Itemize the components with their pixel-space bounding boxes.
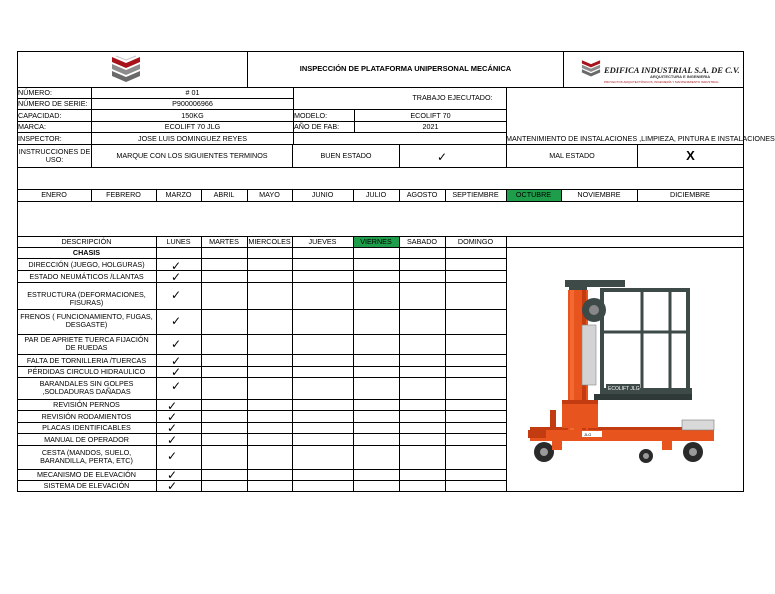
logo-left xyxy=(106,54,146,84)
month-febrero: FEBRERO xyxy=(106,190,141,199)
item-label: REVISIÓN PERNOS xyxy=(53,400,120,409)
col-jueves: JUEVES xyxy=(308,237,337,246)
item-label: ESTADO NEUMÁTICOS /LLANTAS xyxy=(29,272,144,281)
check-icon: ✓ xyxy=(167,410,178,424)
month-octubre: OCTUBRE xyxy=(515,190,552,199)
capacidad-value: 150KG xyxy=(181,111,204,120)
check-icon: ✓ xyxy=(171,365,182,379)
modelo-value: ECOLIFT 70 xyxy=(410,111,451,120)
col-lunes: LUNES xyxy=(166,237,191,246)
check-icon: ✓ xyxy=(171,379,182,393)
month-mayo: MAYO xyxy=(259,190,280,199)
serie-value: P900006966 xyxy=(172,99,213,108)
item-label: PAR DE APRIETE TUERCA FIJACIÓN DE RUEDAS xyxy=(24,335,149,352)
col-sabado: SABADO xyxy=(407,237,437,246)
month-marzo: MARZO xyxy=(165,190,192,199)
col-viernes: VIERNES xyxy=(360,237,392,246)
check-icon: ✓ xyxy=(167,449,178,463)
anio-value: 2021 xyxy=(422,122,439,131)
month-agosto: AGOSTO xyxy=(406,190,438,199)
instructions-text: MARQUE CON LOS SIGUIENTES TERMINOS xyxy=(116,151,268,160)
col-descripcion: DESCRIPCIÓN xyxy=(61,237,112,246)
inspector-label: INSPECTOR: xyxy=(18,134,62,143)
marca-value: ECOLIFT 70 JLG xyxy=(164,122,221,131)
equipment-photo xyxy=(522,270,722,470)
item-label: MECANISMO DE ELEVACIÓN xyxy=(37,470,136,479)
instructions-label: INSTRUCCIONES DE USO: xyxy=(18,147,91,164)
check-icon: ✓ xyxy=(167,468,178,482)
check-icon: ✓ xyxy=(171,314,182,328)
check-icon: ✓ xyxy=(171,288,182,302)
item-label: SISTEMA DE ELEVACIÓN xyxy=(43,481,130,490)
col-domingo: DOMINGO xyxy=(457,237,494,246)
trabajo-value: MANTENIMIENTO DE INSTALACIONES ,LIMPIEZA, PINTURA E INSTALACIONES xyxy=(506,134,775,143)
numero-value: # 01 xyxy=(185,88,200,97)
month-diciembre: DICIEMBRE xyxy=(670,190,710,199)
check-icon: ✓ xyxy=(171,259,182,273)
base-brand-label: JLG xyxy=(584,432,592,437)
item-label: FALTA DE TORNILLERIA /TUERCAS xyxy=(26,356,147,365)
bad-state-label: MAL ESTADO xyxy=(549,151,595,160)
photo-badge: ECOLIFT JLG xyxy=(608,386,640,392)
good-state-label: BUEN ESTADO xyxy=(320,151,372,160)
check-icon: ✓ xyxy=(171,270,182,284)
marca-label: MARCA: xyxy=(18,122,46,131)
month-noviembre: NOVIEMBRE xyxy=(577,190,621,199)
item-label: FRENOS ( FUNCIONAMIENTO, FUGAS, DESGASTE) xyxy=(20,312,153,329)
item-label: MANUAL DE OPERADOR xyxy=(44,435,129,444)
bad-state-x-icon: X xyxy=(686,148,695,163)
item-label: BARANDALES SIN GOLPES ,SOLDADURAS DAÑADAS xyxy=(39,379,134,396)
company-name: EDIFICA INDUSTRIAL S.A. DE C.V. xyxy=(604,65,740,75)
month-enero: ENERO xyxy=(41,190,67,199)
anio-label: AÑO DE FAB: xyxy=(294,122,340,131)
month-septiembre: SEPTIEMBRE xyxy=(452,190,499,199)
check-icon: ✓ xyxy=(167,433,178,447)
month-abril: ABRIL xyxy=(213,190,235,199)
modelo-label: MODELO: xyxy=(294,111,328,120)
page-title: INSPECCIÓN DE PLATAFORMA UNIPERSONAL MECÁNICA xyxy=(299,64,512,73)
month-junio: JUNIO xyxy=(311,190,334,199)
numero-label: NÚMERO: xyxy=(18,88,52,97)
month-julio: JULIO xyxy=(365,190,387,199)
col-miercoles: MIERCOLES xyxy=(248,237,291,246)
company-sub: ARQUITECTURA E INGENIERIA xyxy=(650,74,711,79)
item-label: CESTA (MANDOS, SUELO, BARANDILLA, PERTA, ETC) xyxy=(40,448,133,465)
check-icon: ✓ xyxy=(171,337,182,351)
item-label: DIRECCIÓN (JUEGO, HOLGURAS) xyxy=(28,260,145,269)
section-chasis: CHASIS xyxy=(72,248,101,257)
serie-label: NÚMERO DE SERIE: xyxy=(18,99,88,108)
trabajo-label: TRABAJO EJECUTADO: xyxy=(412,93,493,102)
good-state-check-icon: ✓ xyxy=(437,150,448,164)
item-label: PÉRDIDAS CIRCULO HIDRAULICO xyxy=(27,367,146,376)
capacidad-label: CAPACIDAD: xyxy=(18,111,62,120)
check-icon: ✓ xyxy=(171,354,182,368)
item-label: PLACAS IDENTIFICABLES xyxy=(42,423,131,432)
inspector-value: JOSE LUIS DOMINGUEZ REYES xyxy=(137,134,248,143)
item-label: ESTRUCTURA (DEFORMACIONES, FISURAS) xyxy=(27,290,146,307)
item-label: REVISIÓN RODAMIENTOS xyxy=(41,412,132,421)
check-icon: ✓ xyxy=(167,399,178,413)
check-icon: ✓ xyxy=(167,479,178,493)
check-icon: ✓ xyxy=(167,421,178,435)
col-martes: MARTES xyxy=(209,237,239,246)
company-tagline: PROYECTOS ARQUITECTÓNICOS, INGENIERÍA Y MANTENIMIENTO INDUSTRIAL xyxy=(604,80,719,84)
